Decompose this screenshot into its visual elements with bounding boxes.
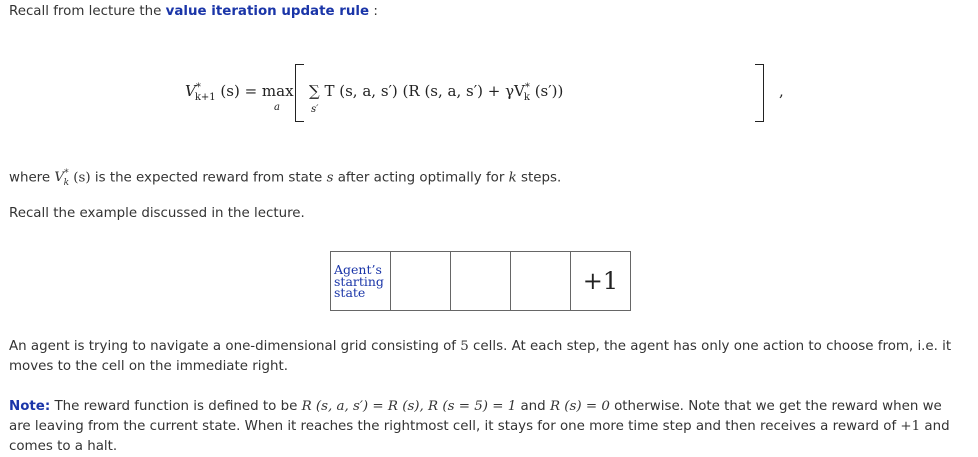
note-paragraph [9, 397, 959, 457]
where-text-4: steps. [516, 170, 562, 186]
reward-definition: R (s, a, s′) = R (s), R (s = 5) = 1 [301, 399, 517, 414]
one-dimensional-grid [330, 251, 631, 311]
intro-paragraph [9, 2, 378, 22]
start-cell-label: Agent’s starting state [334, 262, 384, 300]
reward-zero: R (s) = 0 [549, 399, 610, 414]
cell-count: 5 [460, 339, 469, 354]
where-text-2: is the expected reward from state [90, 170, 327, 186]
intro-colon: : [369, 4, 378, 19]
max-subscript: a [274, 102, 280, 113]
note-text-1: The reward function is defined to be [50, 399, 302, 414]
grid-cell-2 [391, 252, 451, 310]
equation-comma: , [779, 82, 784, 100]
grid-cell-5 [571, 252, 631, 310]
note-text-2: and [516, 399, 550, 414]
note-text-3: otherwise. Note that we get the reward when we are leaving from the current state. When it reaches the rightmost cell, it stays for one more time step and then receives a reward of [9, 399, 942, 434]
where-text-3: after acting optimally for [333, 170, 509, 186]
goal-reward-label: +1 [582, 267, 619, 295]
right-bracket [755, 64, 764, 122]
s-symbol: s [326, 170, 334, 186]
value-iteration-highlight: value iteration update rule [165, 4, 370, 19]
agent-text-1: An agent is trying to navigate a one-dimensional grid consisting of [9, 339, 461, 354]
reward-plus-one: +1 [900, 419, 921, 434]
where-text: where [9, 170, 55, 186]
left-bracket [295, 64, 304, 122]
agent-text-2: cells. At each step, the agent has only one action to choose from, i.e. it moves to the cell on the immediate right. [9, 339, 952, 374]
k-symbol: k [508, 170, 517, 186]
where-paragraph [9, 164, 561, 193]
grid-cell-3 [451, 252, 511, 310]
note-label: Note: [9, 399, 51, 414]
sum-subscript: s′ [311, 104, 319, 115]
vk-symbol: $V^*_k$ [54, 169, 70, 189]
equation-body: ∑ T (s, a, s′) (R (s, a, $s') + \gamma V^*_k$ (s′)) [309, 82, 564, 103]
intro-text: Recall from lecture the [9, 4, 166, 19]
note-text-4: and comes to a halt. [9, 419, 950, 454]
vk-arg: (s) [69, 170, 91, 186]
grid-cell-1 [331, 252, 391, 310]
grid-cell-4 [511, 252, 571, 310]
equation-lhs: $V^*_{k+1}$ (s) = max [185, 82, 294, 103]
example-paragraph: Recall the example discussed in the lecture. [9, 206, 305, 221]
agent-paragraph [9, 337, 959, 377]
